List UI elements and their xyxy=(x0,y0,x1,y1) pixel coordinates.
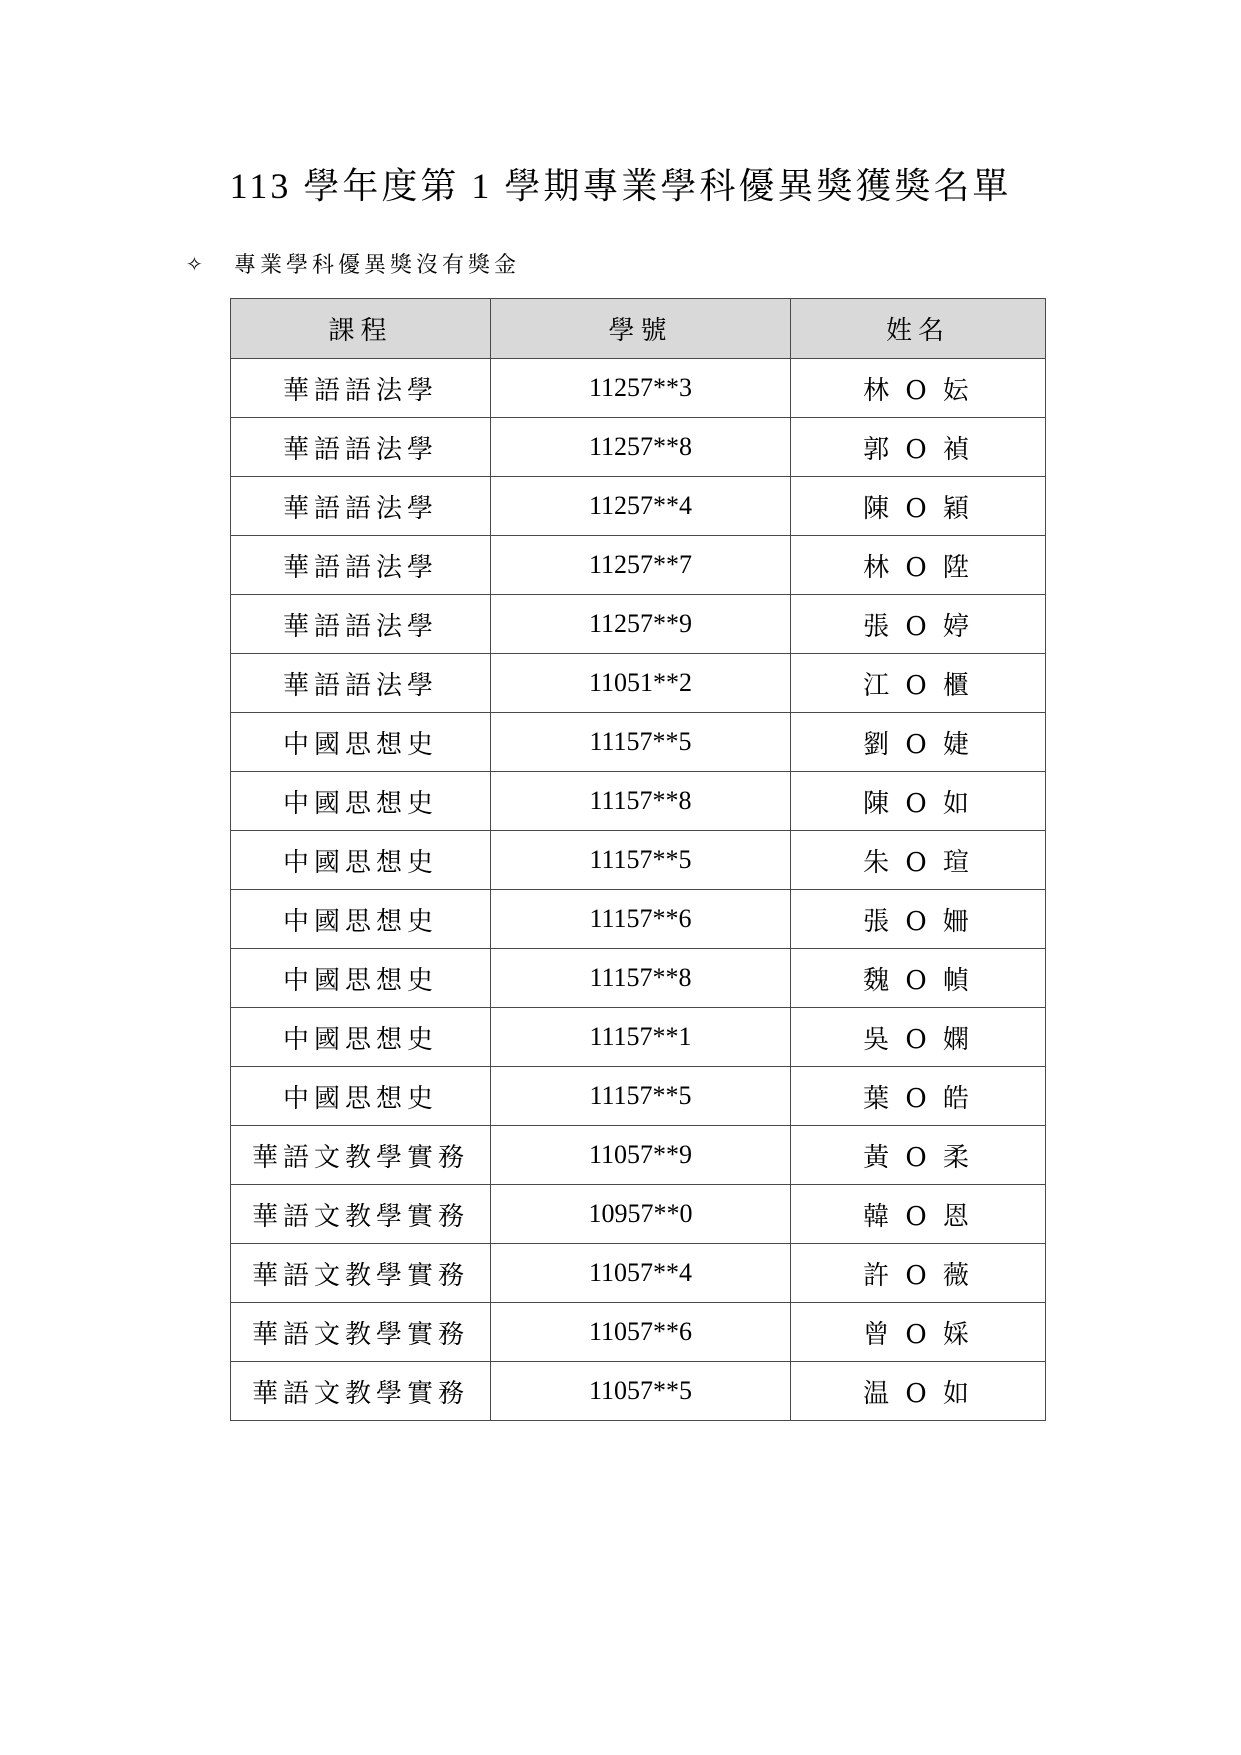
name-cell: 曾 O 婇 xyxy=(791,1303,1046,1362)
table-row xyxy=(231,477,1046,536)
name-cell: 黃 O 柔 xyxy=(791,1126,1046,1185)
name-cell: 許 O 薇 xyxy=(791,1244,1046,1303)
course-cell: 中國思想史 xyxy=(231,890,491,949)
table-row xyxy=(231,595,1046,654)
header-name: 姓名 xyxy=(791,299,1046,359)
table-row xyxy=(231,1008,1046,1067)
course-cell: 中國思想史 xyxy=(231,949,491,1008)
four-pointed-star-icon: ✧ xyxy=(186,251,207,276)
course-cell: 中國思想史 xyxy=(231,1008,491,1067)
table-row xyxy=(231,1244,1046,1303)
name-cell: 陳 O 如 xyxy=(791,772,1046,831)
student-id-cell: 11157**5 xyxy=(491,713,791,772)
table-row xyxy=(231,949,1046,1008)
course-cell: 華語文教學實務 xyxy=(231,1185,491,1244)
course-cell: 華語文教學實務 xyxy=(231,1362,491,1421)
name-cell: 韓 O 恩 xyxy=(791,1185,1046,1244)
student-id-cell: 11057**6 xyxy=(491,1303,791,1362)
note-line xyxy=(186,248,520,279)
student-id-cell: 10957**0 xyxy=(491,1185,791,1244)
student-id-cell: 11257**3 xyxy=(491,359,791,418)
table-row xyxy=(231,890,1046,949)
course-cell: 華語語法學 xyxy=(231,654,491,713)
student-id-cell: 11257**9 xyxy=(491,595,791,654)
name-cell: 魏 O 幀 xyxy=(791,949,1046,1008)
name-cell: 林 O 妘 xyxy=(791,359,1046,418)
course-cell: 中國思想史 xyxy=(231,1067,491,1126)
course-cell: 華語語法學 xyxy=(231,418,491,477)
course-cell: 華語語法學 xyxy=(231,536,491,595)
student-id-cell: 11157**1 xyxy=(491,1008,791,1067)
name-cell: 劉 O 婕 xyxy=(791,713,1046,772)
student-id-cell: 11057**5 xyxy=(491,1362,791,1421)
table-row xyxy=(231,772,1046,831)
table-row xyxy=(231,831,1046,890)
name-cell: 江 O 櫃 xyxy=(791,654,1046,713)
course-cell: 華語文教學實務 xyxy=(231,1126,491,1185)
student-id-cell: 11257**8 xyxy=(491,418,791,477)
student-id-cell: 11051**2 xyxy=(491,654,791,713)
awards-table xyxy=(230,298,1046,1421)
course-cell: 中國思想史 xyxy=(231,713,491,772)
table-row xyxy=(231,1126,1046,1185)
name-cell: 葉 O 皓 xyxy=(791,1067,1046,1126)
course-cell: 華語文教學實務 xyxy=(231,1303,491,1362)
course-cell: 華語語法學 xyxy=(231,595,491,654)
student-id-cell: 11157**8 xyxy=(491,949,791,1008)
table-row xyxy=(231,536,1046,595)
name-cell: 陳 O 穎 xyxy=(791,477,1046,536)
table-row xyxy=(231,1362,1046,1421)
name-cell: 郭 O 禎 xyxy=(791,418,1046,477)
student-id-cell: 11157**6 xyxy=(491,890,791,949)
header-student-id: 學號 xyxy=(491,299,791,359)
table-row xyxy=(231,654,1046,713)
note-text: 專業學科優異獎沒有獎金 xyxy=(234,253,521,278)
table-row xyxy=(231,418,1046,477)
student-id-cell: 11057**9 xyxy=(491,1126,791,1185)
name-cell: 朱 O 瑄 xyxy=(791,831,1046,890)
student-id-cell: 11057**4 xyxy=(491,1244,791,1303)
student-id-cell: 11157**8 xyxy=(491,772,791,831)
student-id-cell: 11157**5 xyxy=(491,831,791,890)
page-title: 113 學年度第 1 學期專業學科優異獎獲獎名單 xyxy=(229,166,1012,206)
table-row xyxy=(231,359,1046,418)
name-cell: 林 O 陞 xyxy=(791,536,1046,595)
table-header-row xyxy=(231,299,1046,359)
student-id-cell: 11257**7 xyxy=(491,536,791,595)
course-cell: 華語語法學 xyxy=(231,359,491,418)
table-row xyxy=(231,713,1046,772)
name-cell: 温 O 如 xyxy=(791,1362,1046,1421)
course-cell: 中國思想史 xyxy=(231,831,491,890)
student-id-cell: 11257**4 xyxy=(491,477,791,536)
course-cell: 華語語法學 xyxy=(231,477,491,536)
course-cell: 華語文教學實務 xyxy=(231,1244,491,1303)
table-row xyxy=(231,1185,1046,1244)
table-row xyxy=(231,1067,1046,1126)
name-cell: 張 O 婷 xyxy=(791,595,1046,654)
header-course: 課程 xyxy=(231,299,491,359)
table-row xyxy=(231,1303,1046,1362)
course-cell: 中國思想史 xyxy=(231,772,491,831)
name-cell: 張 O 姍 xyxy=(791,890,1046,949)
student-id-cell: 11157**5 xyxy=(491,1067,791,1126)
name-cell: 吳 O 嫻 xyxy=(791,1008,1046,1067)
